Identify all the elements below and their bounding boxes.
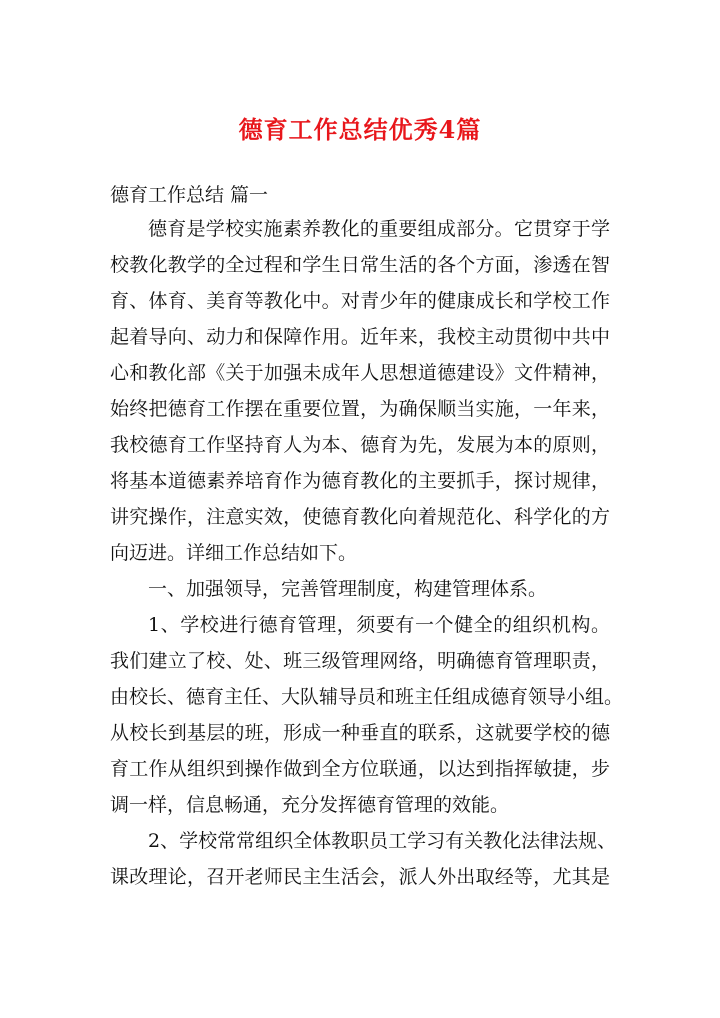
text-line: 育、体育、美育等教化中。对青少年的健康成长和学校工作	[110, 290, 610, 312]
text-line: 向迈进。详细工作总结如下。	[110, 542, 358, 564]
text-line: 由校长、德育主任、大队辅导员和班主任组成德育领导小组。	[110, 686, 624, 708]
text-line: 校教化教学的全过程和学生日常生活的各个方面，渗透在智	[110, 254, 610, 276]
text-line: 我校德育工作坚持育人为本、德育为先，发展为本的原则，	[110, 434, 610, 456]
text-line: 一、加强领导，完善管理制度，构建管理体系。	[148, 578, 548, 600]
text-line: 1、学校进行德育管理，须要有一个健全的组织机构。	[148, 614, 610, 636]
text-line: 课改理论，召开老师民主生活会，派人外出取经等，尤其是	[110, 866, 610, 888]
text-line: 从校长到基层的班，形成一种垂直的联系，这就要学校的德	[110, 722, 610, 744]
text-line: 2、学校常常组织全体教职员工学习有关教化法律法规、	[148, 830, 617, 852]
text-line: 始终把德育工作摆在重要位置，为确保顺当实施，一年来，	[110, 398, 610, 420]
text-line: 调一样，信息畅通，充分发挥德育管理的效能。	[110, 794, 510, 816]
paragraph-1	[110, 214, 610, 568]
document-body	[110, 180, 624, 898]
text-line: 育工作从组织到操作做到全方位联通，以达到指挥敏捷，步	[110, 758, 610, 780]
text-line: 将基本道德素养培育作为德育教化的主要抓手，探讨规律，	[110, 470, 610, 492]
section-heading: 德育工作总结 篇一	[110, 184, 269, 206]
text-line: 讲究操作，注意实效，使德育教化向着规范化、科学化的方	[110, 506, 610, 528]
text-line: 德育是学校实施素养教化的重要组成部分。它贯穿于学	[148, 218, 610, 240]
text-line: 心和教化部《关于加强未成年人思想道德建设》文件精神，	[110, 362, 610, 384]
paragraph-4	[110, 826, 617, 892]
document-title: 德育工作总结优秀4篇	[238, 115, 482, 144]
paragraph-3	[110, 610, 624, 820]
paragraph-2	[110, 574, 610, 604]
text-line: 我们建立了校、处、班三级管理网络，明确德育管理职责，	[110, 650, 610, 672]
text-line: 起着导向、动力和保障作用。近年来，我校主动贯彻中共中	[110, 326, 610, 348]
